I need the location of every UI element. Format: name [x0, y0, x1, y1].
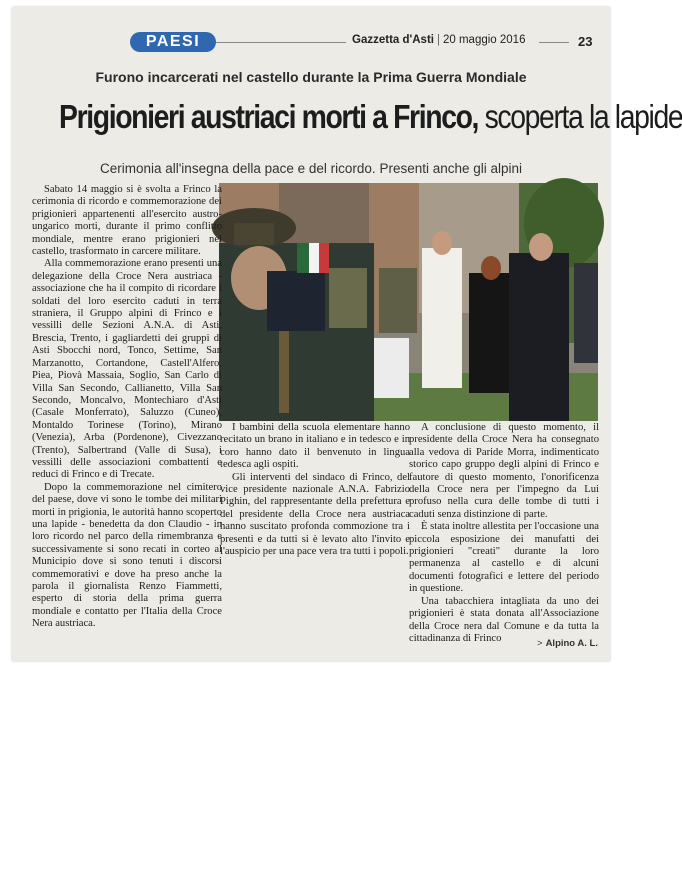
paragraph-5: Gli interventi del sindaco di Frinco, del vice presidente nazionale A.N.A. Fabrizio Pighin, del rappresentante della prefettura e del presidente della Croce nera austriaca hanno suscitato profonda commozione tra i presenti e da tutti si è levato alto l'invito e l'auspicio per una pace vera tra tutti i popoli.	[220, 471, 410, 558]
paragraph-3: Dopo la commemorazione nel cimitero del paese, dove vi sono le tombe dei militari morti in prigionia, le autorità hanno scoperto una lapide - benedetta da don Claudio - in loro ricordo nel parco della rimembranza e successivamente si sono recati in corteo al Municipio dove si sono tenuti i discorsi commemorativi e dove ha preso anche la parola il giornalista Renzo Fiammetti, esperto di storia della prima guerra mondiale e contatto per l'Italia della Croce Nera austriaca.	[32, 481, 222, 630]
article-headline	[59, 98, 682, 136]
signature-chevron: >	[537, 638, 543, 649]
paragraph-6: A conclusione di questo momento, il presidente della Croce Nera ha consegnato alla vedova di Paride Morra, indimenticato storico capo gruppo degli alpini di Frinco e fautore di questo momento, l'onorificenza della Croce nera per l'impegno da Lui profuso nella cura delle tombe di tutti i caduti senza distinzione di parte.	[409, 422, 599, 520]
header-rule-right	[539, 42, 569, 43]
paragraph-4: I bambini della scuola elementare hanno recitato un brano in italiano e in tedesco e in coro hanno dato il benvenuto in lingua tedesca agli ospiti.	[220, 422, 410, 471]
ceremony-photo	[219, 183, 598, 421]
headline-light: scoperta la lapide	[478, 98, 682, 135]
headline-strong: Prigionieri austriaci morti a Frinco,	[59, 98, 479, 135]
paragraph-1: Sabato 14 maggio si è svolta a Frinco la cerimonia di ricordo e commemorazione dei prigionieri appartenenti all'esercito austro-ungarico morti, durante il primo conflitto mondiale, mentre erano prigionieri nel castello, trasformato in carcere militare.	[32, 184, 222, 258]
paragraph-8: Una tabacchiera intagliata da uno dei prigionieri è stata donata all'Associazione della Croce nera dal Comune e da tutta la cittadinanza di Frinco	[409, 595, 599, 644]
masthead-separator: |	[436, 34, 440, 46]
paragraph-7: È stata inoltre allestita per l'occasione una piccola esposizione dei manufatti dei prigionieri "creati" durante la loro permanenza al castello e di alcuni documenti fotografici e lettere del periodo in questione.	[409, 521, 599, 595]
text-column-2	[220, 422, 410, 654]
page-number: 23	[578, 34, 593, 49]
publication-name: Gazzetta d'Asti	[352, 34, 434, 46]
text-column-3	[409, 422, 599, 654]
publication-date: 20 maggio 2016	[442, 34, 526, 46]
photo-illustration	[219, 183, 598, 421]
article-subhead: Cerimonia all'insegna della pace e del ricordo. Presenti anche gli alpini	[99, 161, 523, 176]
article-signature	[537, 638, 598, 649]
signature-name: Alpino A. L.	[545, 638, 598, 649]
section-label: PAESI	[130, 32, 216, 52]
masthead	[352, 34, 532, 50]
newspaper-page	[12, 7, 682, 661]
text-column-1	[32, 184, 222, 654]
header-rule-left	[216, 42, 346, 43]
article-kicker: Furono incarcerati nel castello durante la Prima Guerra Mondiale	[95, 69, 527, 85]
paragraph-2: Alla commemorazione erano presenti una delegazione della Croce Nera austriaca - associazione che ha il compito di ricordare i soldati del loro esercito caduti in terra straniera, il Gruppo alpini di Frinco e i vessilli delle Sezioni A.N.A. di Asti, Brescia, Trento, i gagliardetti dei gruppi di Asti Sbocchi nord, Tonco, Settime, San Marzanotto, Cortandone, Castell'Alfero, Piea, Piovà Massaia, Soglio, San Carlo di Villa San Secondo, Callianetto, Villa San Secondo, Moncalvo, Montechiaro d'Asti (Casale Monferrato), Saluzzo (Cuneo), Montaldo Torinese (Torino), Mirano (Venezia), Arba (Pordenone), Civezzano (Trento), Salbertrand (Valle di Susa), i vessilli delle associazioni combattenti e reduci di Frinco e di Trecate.	[32, 258, 222, 481]
